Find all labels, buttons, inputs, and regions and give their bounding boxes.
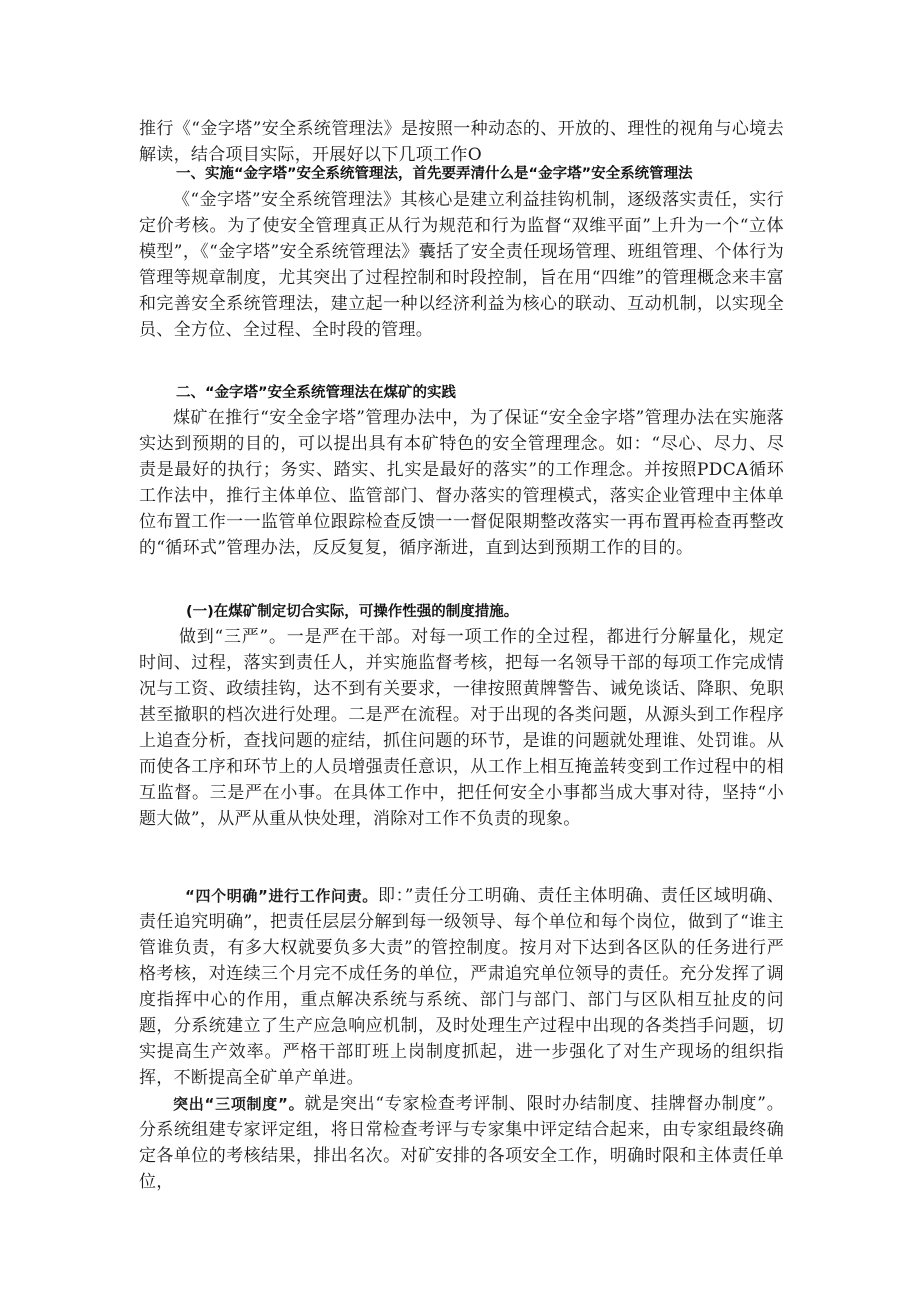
subsection1-body: 做到“三严”。一是严在干部。对每一项工作的全过程，都进行分解量化，规定时间、过程，落实到责任人，并实施监督考核，把每一名领导干部的每项工作完成情况与工资、政绩挂钩，达不到有关要求，一律按照黄牌警告、诫免谈话、降职、免职甚至撤职的档次进行处理。二是严在流程。对于出现的各类问题，从源头到工作程序上追查分析，查找问题的症结，抓住问题的环节，是谁的问题就处理谁、处罚谁。从而使各工序和环节上的人员增强责任意识，从工作上相互掩盖转变到工作过程中的相互监督。三是严在小事。在具体工作中，把任何安全小事都当成大事对待，坚持“小题大做”，从严从重从快处理，消除对工作不负责的现象。 xyxy=(139,627,784,829)
four-clear-lead: “四个明确”进行工作问责。 xyxy=(185,887,378,905)
section2-heading: 二、“金字塔”安全系统管理法在煤矿的实践 xyxy=(176,385,457,401)
three-systems-paragraph xyxy=(139,1091,784,1195)
subsection1-heading: (一)在煤矿制定切合实际，可操作性强的制度措施。 xyxy=(186,604,519,620)
three-systems-body: 就是突出“专家检查考评制、限时办结制度、挂牌督办制度”。分系统组建专家评定组，将日常检查考评与专家集中评定结合起来，由专家组最终确定各单位的考核结果，排出名次。对矿安排的各项安全工作，明确时限和主体责任单位， xyxy=(139,1094,785,1192)
section1-heading: 一、实施“金字塔”安全系统管理法，首先要弄清什么是“金字塔”安全系统管理法 xyxy=(176,166,693,182)
four-clear-body: 即：”责任分工明确、责任主体明确、责任区域明确、责任追究明确”，把责任层层分解到每一级领导、每个单位和每个岗位，做到了“谁主管谁负责，有多大权就要负多大责”的管控制度。按月对下达到各区队的任务进行严格考核，对连续三个月完不成任务的单位，严肃追究单位领导的责任。充分发挥了调度指挥中心的作用，重点解决系统与系统、部门与部门、部门与区队相互扯皮的问题，分系统建立了生产应急响应机制，及时处理生产过程中出现的各类挡手问题，切实提高生产效率。严格干部盯班上岗制度抓起，进一步强化了对生产现场的组织指挥，不断提高全矿单产单进。 xyxy=(139,886,784,1088)
four-clear-paragraph xyxy=(139,883,784,1091)
section2-body: 煤矿在推行“安全金字塔”管理办法中，为了保证“安全金字塔”管理办法在实施落实达到预期的目的，可以提出具有本矿特色的安全管理理念。如：“尽心、尽力、尽责是最好的执行；务实、踏实、扎实是最好的落实”的工作理念。并按照PDCA循环工作法中，推行主体单位、监管部门、督办落实的管理模式，落实企业管理中主体单位布置工作一一监管单位跟踪检查反馈一一督促限期整改落实一再布置再检查再整改的“循环式”管理办法，反反复复，循序渐进，直到达到预期工作的目的。 xyxy=(139,408,784,558)
section1-body: 《“金字塔”安全系统管理法》其核心是建立利益挂钩机制，逐级落实责任，实行定价考核。为了使安全管理真正从行为规范和行为监督“双维平面”上升为一个“立体模型”，《“金字塔”安全系统管理法》囊括了安全责任现场管理、班组管理、个体行为管理等规章制度，尤其突出了过程控制和时段控制，旨在用“四维”的管理概念来丰富和完善安全系统管理法，建立起一种以经济利益为核心的联动、互动机制，以实现全员、全方位、全过程、全时段的管理。 xyxy=(139,190,784,340)
intro-paragraph: 推行《“金字塔”安全系统管理法》是按照一种动态的、开放的、理性的视角与心境去解读，结合项目实际，开展好以下几项工作O xyxy=(139,119,784,165)
three-systems-lead: 突出“三项制度”。 xyxy=(173,1095,305,1113)
